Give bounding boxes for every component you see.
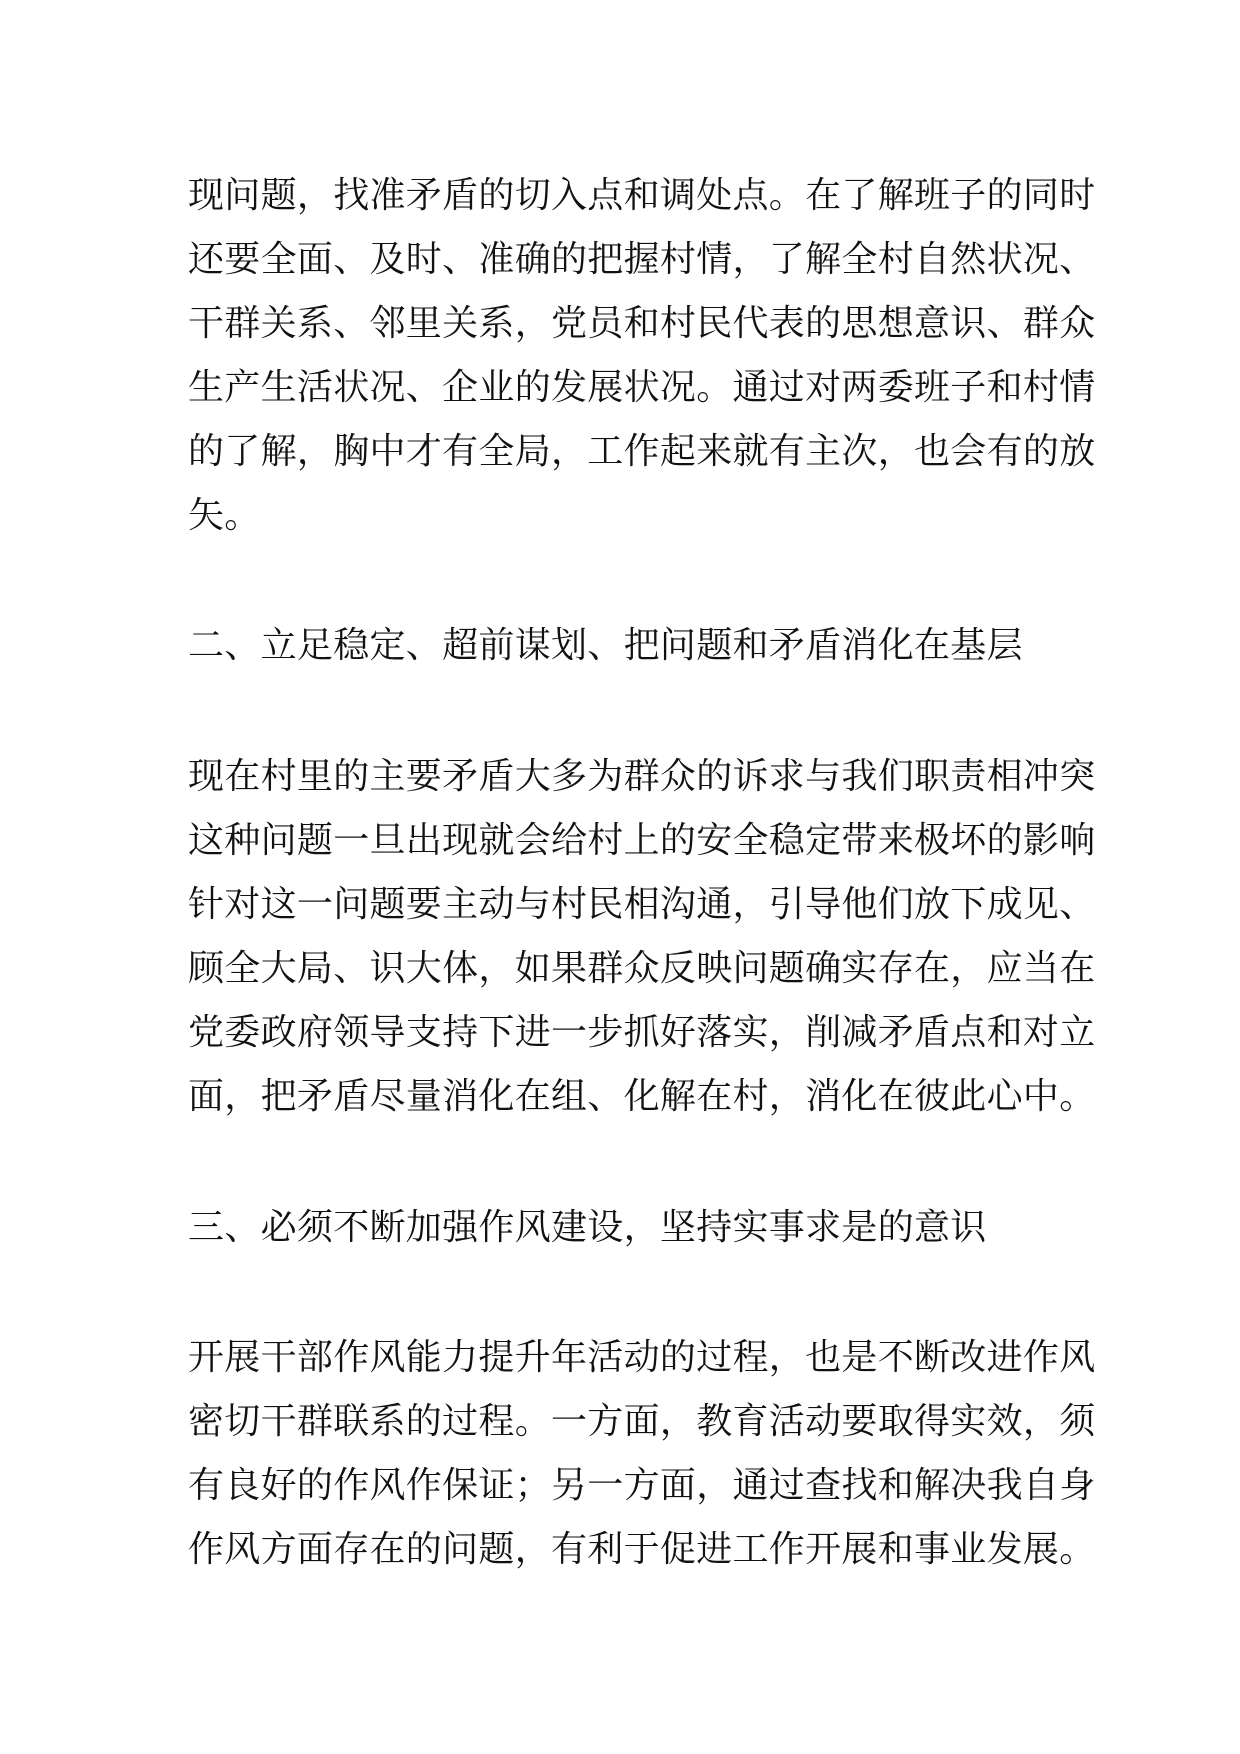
section-heading-2: 二、立足稳定、超前谋划、把问题和矛盾消化在基层 [188, 625, 1023, 666]
paragraph-3-line-3: 有良好的作风作保证；另一方面，通过查找和解决我自身 [188, 1465, 1096, 1506]
paragraph-1-line-1: 现问题，找准矛盾的切入点和调处点。在了解班子的同时 [188, 175, 1096, 216]
paragraph-1-line-6: 矢。 [188, 495, 261, 536]
section-heading-3: 三、必须不断加强作风建设，坚持实事求是的意识 [188, 1207, 987, 1248]
paragraph-1-line-5: 的了解，胸中才有全局，工作起来就有主次，也会有的放 [188, 431, 1096, 472]
paragraph-3-line-4: 作风方面存在的问题，有利于促进工作开展和事业发展。 [188, 1529, 1096, 1570]
paragraph-2-line-5: 党委政府领导支持下进一步抓好落实，削减矛盾点和对立 [188, 1012, 1096, 1053]
paragraph-2-line-3: 针对这一问题要主动与村民相沟通，引导他们放下成见、 [188, 884, 1096, 925]
paragraph-2-line-2: 这种问题一旦出现就会给村上的安全稳定带来极坏的影响 [188, 820, 1096, 861]
paragraph-1-line-2: 还要全面、及时、准确的把握村情，了解全村自然状况、 [188, 239, 1096, 280]
paragraph-2-line-4: 顾全大局、识大体，如果群众反映问题确实存在，应当在 [188, 948, 1096, 989]
paragraph-2-line-6: 面，把矛盾尽量消化在组、化解在村，消化在彼此心中。 [188, 1076, 1096, 1117]
paragraph-2-line-1: 现在村里的主要矛盾大多为群众的诉求与我们职责相冲突 [188, 756, 1096, 797]
paragraph-1-line-3: 干群关系、邻里关系，党员和村民代表的思想意识、群众 [188, 303, 1096, 344]
paragraph-1-line-4: 生产生活状况、企业的发展状况。通过对两委班子和村情 [188, 367, 1096, 408]
paragraph-3-line-2: 密切干群联系的过程。一方面，教育活动要取得实效，须 [188, 1401, 1096, 1442]
paragraph-3-line-1: 开展干部作风能力提升年活动的过程，也是不断改进作风 [188, 1337, 1096, 1378]
